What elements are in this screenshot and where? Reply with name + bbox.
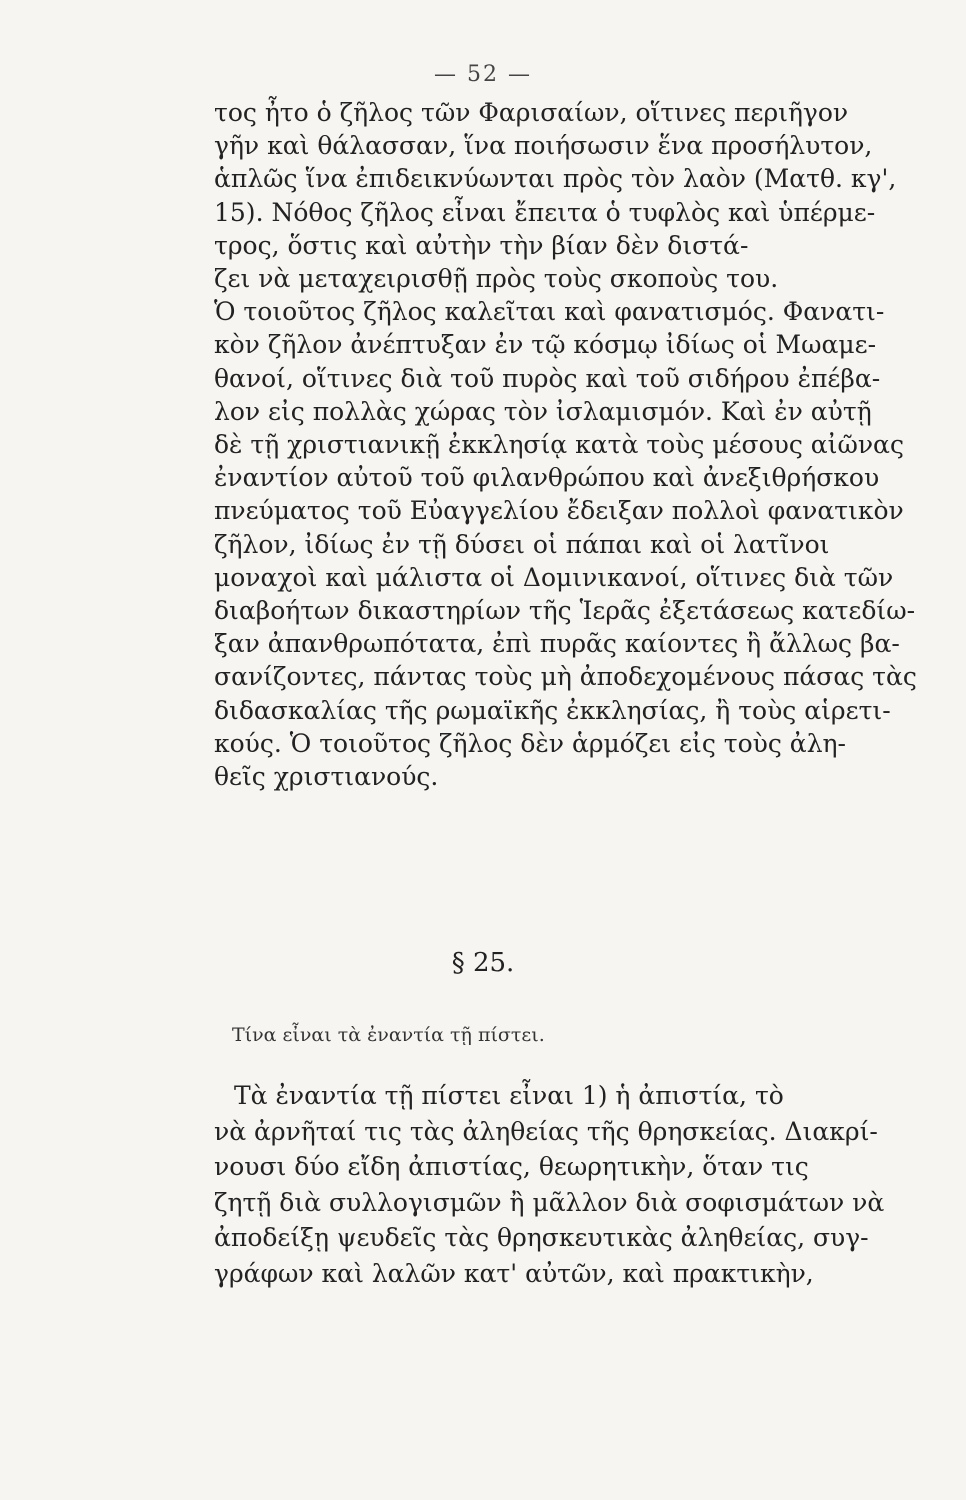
- text-line: μοναχοὶ καὶ μάλιστα οἱ Δομινικανοί, οἵτινες διὰ τῶν: [214, 562, 894, 592]
- text-line: θεῖς χριστιανούς.: [214, 762, 439, 792]
- text-line: ἁπλῶς ἵνα ἐπιδεικνύωνται πρὸς τὸν λαὸν (Ματθ. κγ',: [214, 164, 897, 194]
- text-line: τρος, ὅστις καὶ αὐτὴν τὴν βίαν δὲν διστά-: [214, 230, 749, 260]
- text-line: 15). Νόθος ζῆλος εἶναι ἔπειτα ὁ τυφλὸς καὶ ὑπέρμε-: [214, 197, 876, 227]
- text-line: ἐναντίον αὐτοῦ τοῦ φιλανθρώπου καὶ ἀνεξιθρήσκου: [214, 463, 880, 493]
- text-line: κὸν ζῆλον ἀνέπτυξαν ἐν τῷ κόσμῳ ἰδίως οἱ Μωαμε-: [214, 330, 877, 360]
- text-line: Τὰ ἐναντία τῇ πίστει εἶναι 1) ἡ ἀπιστία, τὸ: [234, 1081, 784, 1110]
- text-line: γράφων καὶ λαλῶν κατ' αὐτῶν, καὶ πρακτικὴν,: [214, 1258, 814, 1288]
- text-line: ζῆλον, ἰδίως ἐν τῇ δύσει οἱ πάπαι καὶ οἱ λατῖνοι: [214, 529, 830, 559]
- text-line: Ὁ τοιοῦτος ζῆλος καλεῖται καὶ φανατισμός. Φανατι-: [214, 297, 885, 327]
- text-line: ζητῇ διὰ συλλογισμῶν ἢ μᾶλλον διὰ σοφισμάτων νὰ: [214, 1187, 885, 1217]
- text-line: ζει νὰ μεταχειρισθῇ πρὸς τοὺς σκοποὺς του.: [214, 264, 779, 294]
- page-number: — 52 —: [434, 62, 532, 87]
- text-line: ἀποδείξῃ ψευδεῖς τὰς θρησκευτικὰς ἀληθείας, συγ-: [214, 1223, 869, 1253]
- text-line: θανοί, οἵτινες διὰ τοῦ πυρὸς καὶ τοῦ σιδήρου ἐπέβα-: [214, 363, 881, 393]
- paragraph-1: [214, 96, 917, 793]
- text-line: διαβοήτων δικαστηρίων τῆς Ἱερᾶς ἐξετάσεως κατεδίω-: [214, 596, 916, 626]
- section-number: § 25.: [451, 948, 515, 978]
- text-line: ξαν ἀπανθρωπότατα, ἐπὶ πυρᾶς καίοντες ἢ ἄλλως βα-: [214, 629, 900, 659]
- text-line: δὲ τῇ χριστιανικῇ ἐκκλησίᾳ κατὰ τοὺς μέσους αἰῶνας: [214, 430, 904, 460]
- text-line: πνεύματος τοῦ Εὐαγγελίου ἔδειξαν πολλοὶ φανατικὸν: [214, 496, 904, 526]
- text-line: τος ἦτο ὁ ζῆλος τῶν Φαρισαίων, οἵτινες περιῆγον: [214, 98, 849, 127]
- text-line: σανίζοντες, πάντας τοὺς μὴ ἀποδεχομένους πάσας τὰς: [214, 662, 917, 692]
- text-line: νὰ ἀρνῆταί τις τὰς ἀληθείας τῆς θρησκείας. Διακρί-: [214, 1116, 878, 1146]
- text-line: νουσι δύο εἴδη ἀπιστίας, θεωρητικὴν, ὅταν τις: [214, 1152, 809, 1182]
- section-title: Τίνα εἶναι τὰ ἐναντία τῇ πίστει.: [232, 1024, 545, 1046]
- text-line: γῆν καὶ θάλασσαν, ἵνα ποιήσωσιν ἕνα προσήλυτον,: [214, 131, 873, 161]
- text-line: διδασκαλίας τῆς ρωμαϊκῆς ἐκκλησίας, ἢ τοὺς αἱρετι-: [214, 695, 891, 725]
- text-line: κούς. Ὁ τοιοῦτος ζῆλος δὲν ἁρμόζει εἰς τοὺς ἀλη-: [214, 728, 846, 758]
- paragraph-2: [214, 1078, 904, 1292]
- text-line: λον εἰς πολλὰς χώρας τὸν ἰσλαμισμόν. Καὶ ἐν αὐτῇ: [214, 396, 872, 426]
